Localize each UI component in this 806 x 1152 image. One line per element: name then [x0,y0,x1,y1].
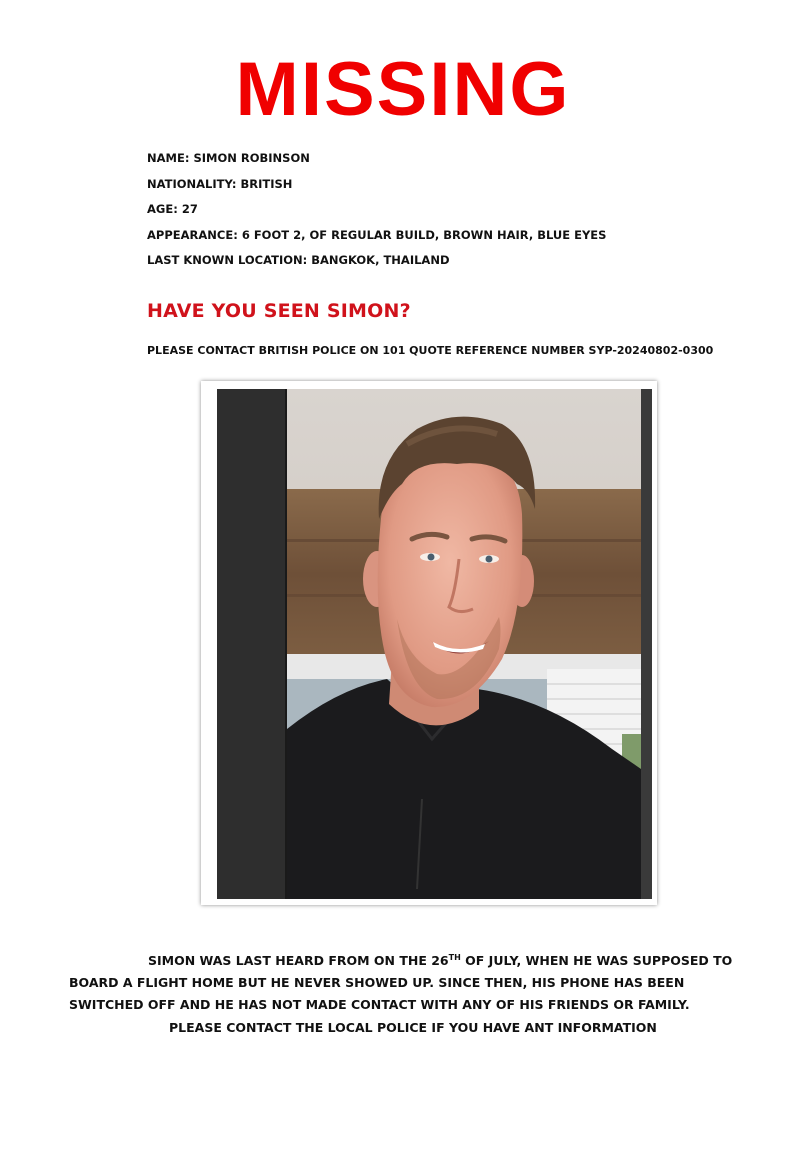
detail-value: 27 [181,202,198,216]
detail-label: LAST KNOWN LOCATION: [147,253,308,267]
details-list [147,148,606,276]
detail-age [147,199,606,225]
detail-value: SIMON ROBINSON [193,151,310,165]
story-superscript: TH [448,952,461,962]
detail-name [147,148,606,174]
detail-value: 6 FOOT 2, OF REGULAR BUILD, BROWN HAIR, BLUE EYES [241,227,607,242]
detail-value: BANGKOK, THAILAND [311,253,450,267]
contact-line: PLEASE CONTACT BRITISH POLICE ON 101 QUOTE REFERENCE NUMBER SYP-20240802-0300 [147,344,714,357]
detail-label: APPEARANCE: [147,227,238,242]
detail-label: NAME: [147,151,190,165]
detail-value: BRITISH [240,176,293,191]
detail-label: NATIONALITY: [147,176,237,191]
missing-person-photo [217,389,652,899]
photo-frame [201,381,657,905]
detail-label: AGE: [147,202,178,216]
have-you-seen-heading: HAVE YOU SEEN SIMON? [147,300,411,322]
detail-appearance [147,225,606,251]
detail-last-location [147,250,606,276]
footer-appeal: PLEASE CONTACT THE LOCAL POLICE IF YOU HAVE ANT INFORMATION [169,1020,657,1035]
detail-nationality [147,174,606,200]
story-text-part2: OF JULY, WHEN HE WAS SUPPOSED TO BOARD A FLIGHT HOME BUT HE NEVER SHOWED UP. SINCE THEN, HIS PHONE HAS BEEN SWITCHED OFF AND HE HAS NOT MADE CONTACT WITH ANY OF HIS FRIENDS OR FAMILY. [69,953,733,1012]
story-text-part1: SIMON WAS LAST HEARD FROM ON THE 26 [148,953,449,968]
story-paragraph [69,950,739,1016]
poster-title: MISSING [235,47,571,132]
